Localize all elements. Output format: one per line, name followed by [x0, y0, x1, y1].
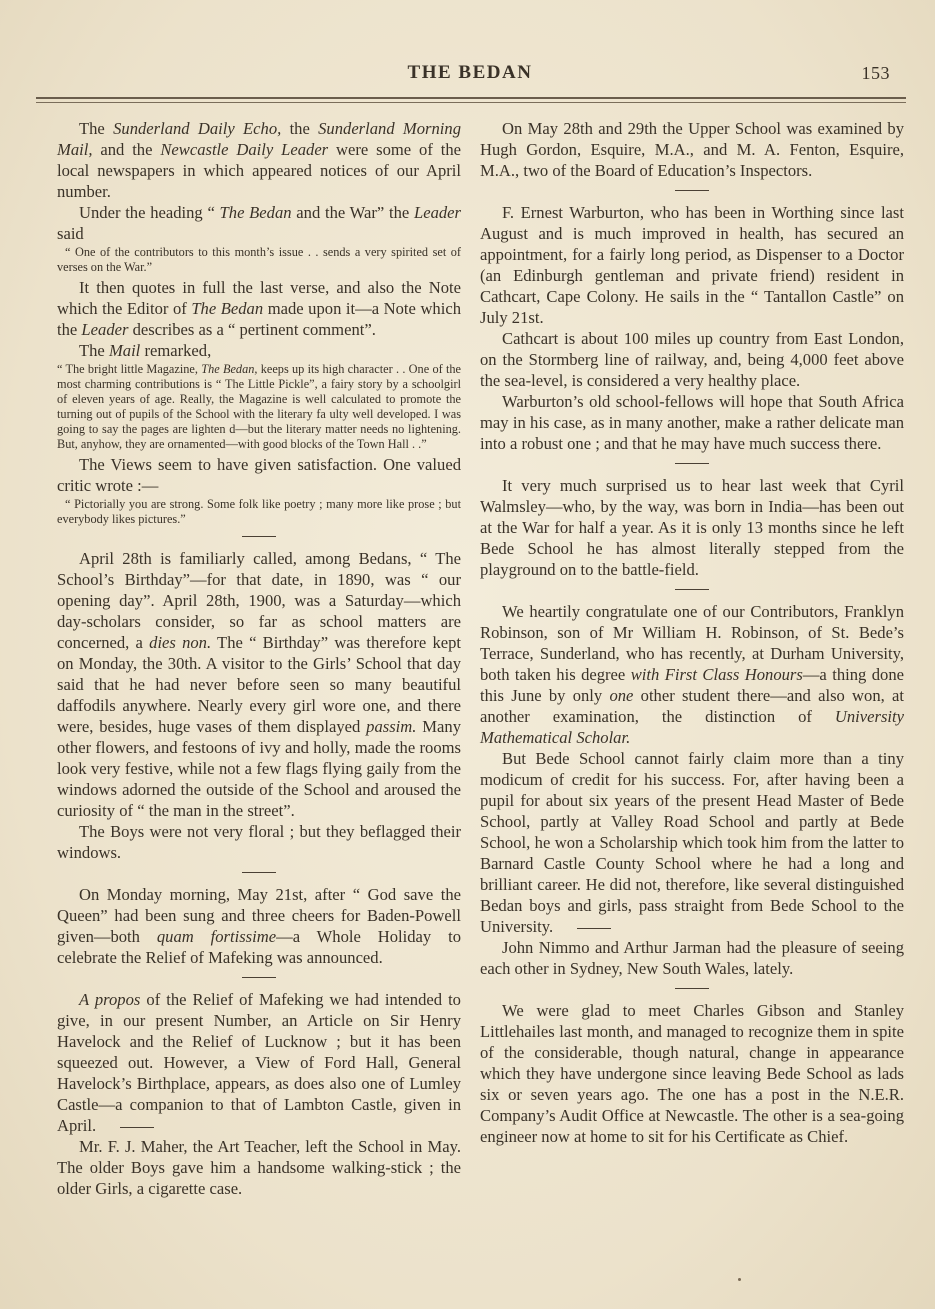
section-divider: [242, 977, 276, 978]
paragraph-maher: Mr. F. J. Maher, the Art Teacher, left the School in May. The older Boys gave him a handsome walking-stick ; the older Girls, a cigarette case.: [57, 1137, 461, 1198]
running-title: THE BEDAN: [407, 62, 533, 83]
paper-spot: [738, 1278, 741, 1281]
paragraph-school-fellows: Warburton’s old school-fellows will hope that South Africa may in his case, as in many another, make a rather delicate man into a robust one ; and that he may have much success there.: [480, 392, 904, 453]
right-column: [480, 118, 904, 1147]
paragraph-birthday: April 28th is familiarly called, among Bedans, “ The School’s Birthday”—for that date, in 1890, was “ our opening day”. April 28th, 1900, was a Saturday—which day-scholars consider, so far as school matters are concerned, a dies non. The “ Birthday” was therefore kept on Monday, the 30th. A visitor to the Girls’ School that day said that he had never before seen so many beautiful daffodils anywhere. Nearly every girl wore one, and there were, besides, huge vases of them displayed passim. Many other flowers, and festoons of ivy and holly, made the rooms look very festive, while not a few flags flying gaily from the windows adorned the outside of the School and aroused the curiosity of “ the man in the street”.: [57, 549, 462, 820]
header-rule-thin: [36, 102, 906, 103]
section-divider: [242, 872, 276, 873]
paragraph-walmsley: It very much surprised us to hear last week that Cyril Walmsley—who, by the way, was born in India—has been out at the War for half a year. As it is only 13 months since he left Bede School he has almost literally stepped from the playground on to the battle-field.: [480, 476, 904, 579]
paragraph-views: The Views seem to have given satisfaction. One valued critic wrote :—: [57, 455, 461, 495]
paragraph-havelock: A propos of the Relief of Mafeking we had intended to give, in our present Number, an Article on Sir Henry Havelock and the Relief of Lucknow ; but it has been squeezed out. However, a View of Ford Hall, General Havelock’s Birthplace, appears, as does also one of Lumley Castle—a companion to that of Lambton Castle, given in April.: [57, 990, 461, 1135]
section-divider: [675, 988, 709, 989]
quote-mail: “ The bright little Magazine, The Bedan, keeps up its high character . . One of the most charming contributions is “ The Little Pickle”, a fairy story by a schoolgirl of eleven years of age. Really, the Magazine is well calculated to promote the turning out of pupils of the School with the literary fa ulty well developed. I was going to say the pages are lighten d—but the literary matter needs no lightening. But, anyhow, they are ornamented—with good blocks of the Town Hall . .”: [57, 362, 461, 451]
section-divider: [242, 536, 276, 537]
section-divider: [675, 589, 709, 590]
paragraph-gibson-littlehailes: We were glad to meet Charles Gibson and Stanley Littlehailes last month, and managed to recognize them in spite of the considerable, though natural, change in appearance which they have undergone since leaving Bede School as lads six or seven years ago. The one has a post in the N.E.R. Company’s Audit Office at Newcastle. The other is a sea-going engineer now at home to sit for his Certificate as Chief.: [480, 1001, 904, 1146]
section-divider: [675, 463, 709, 464]
paragraph-robinson: We heartily congratulate one of our Contributors, Franklyn Robinson, son of Mr William H. Robinson, of St. Bede’s Terrace, Sunderland, who has recently, at Durham University, both taken his degree with First Class Honours—a thing done this June by only one other student there—and also won, at another examination, the distinction of University Mathematical Scholar.: [480, 602, 905, 747]
paragraph-mail-remarked: The Mail remarked,: [79, 341, 212, 360]
paragraph-newspapers: The Sunderland Daily Echo, the Sunderland Morning Mail, and the Newcastle Daily Leader were some of the local newspapers in which appeared notices of our April number.: [57, 119, 461, 201]
paragraph-warburton: F. Ernest Warburton, who has been in Worthing since last August and is much improved in health, has secured an appointment, for a fairly long period, as Dispenser to a Doctor (an Edinburgh gentleman and private friend) resident in Cathcart, Cape Colony. He sails in the “ Tantallon Castle” on July 21st.: [480, 203, 904, 327]
paragraph-leader-heading: Under the heading “ The Bedan and the War” the Leader said: [57, 203, 461, 243]
paragraph-boys-floral: The Boys were not very floral ; but they beflagged their windows.: [57, 822, 461, 862]
running-header: [30, 62, 910, 88]
left-column: [57, 118, 461, 1199]
paragraph-inspectors: On May 28th and 29th the Upper School was examined by Hugh Gordon, Esquire, M.A., and M. A. Fenton, Esquire, M.A., two of the Board of Education’s Inspectors.: [480, 119, 904, 180]
paragraph-bede-credit: But Bede School cannot fairly claim more than a tiny modicum of credit for his success. For, after having been a pupil for about six years of the present Head Master of Bede School, partly at Valley Road School and partly at Bede School, he won a Scholarship which took him from the latter to Barnard Castle County School where he had a long and brilliant career. He did not, therefore, like several distinguished Bedan boys and girls, pass straight from Bede School to the University.: [480, 749, 904, 936]
quote-leader: “ One of the contributors to this month’s issue . . sends a very spirited set of verses on the War.”: [57, 245, 461, 274]
paragraph-quotes-verse: It then quotes in full the last verse, and also the Note which the Editor of The Bedan made upon it—a Note which the Leader describes as a “ pertinent comment”.: [57, 278, 462, 339]
section-divider: [577, 928, 611, 929]
section-divider: [675, 190, 709, 191]
paragraph-nimmo-jarman: John Nimmo and Arthur Jarman had the pleasure of seeing each other in Sydney, New South Wales, lately.: [480, 938, 904, 978]
paragraph-cathcart: Cathcart is about 100 miles up country from East London, on the Stormberg line of railway, and, being 4,000 feet above the sea-level, is considered a very healthy place.: [480, 329, 904, 390]
quote-critic: “ Pictorially you are strong. Some folk like poetry ; many more like prose ; but everybody likes pictures.”: [57, 497, 461, 526]
page-number: 153: [861, 63, 890, 83]
section-divider: [120, 1127, 154, 1128]
paragraph-mafeking-holiday: On Monday morning, May 21st, after “ God save the Queen” had been sung and three cheers for Baden-Powell given—both quam fortissime—a Whole Holiday to celebrate the Relief of Mafeking was announced.: [57, 885, 462, 967]
header-rule-thick: [36, 97, 906, 99]
